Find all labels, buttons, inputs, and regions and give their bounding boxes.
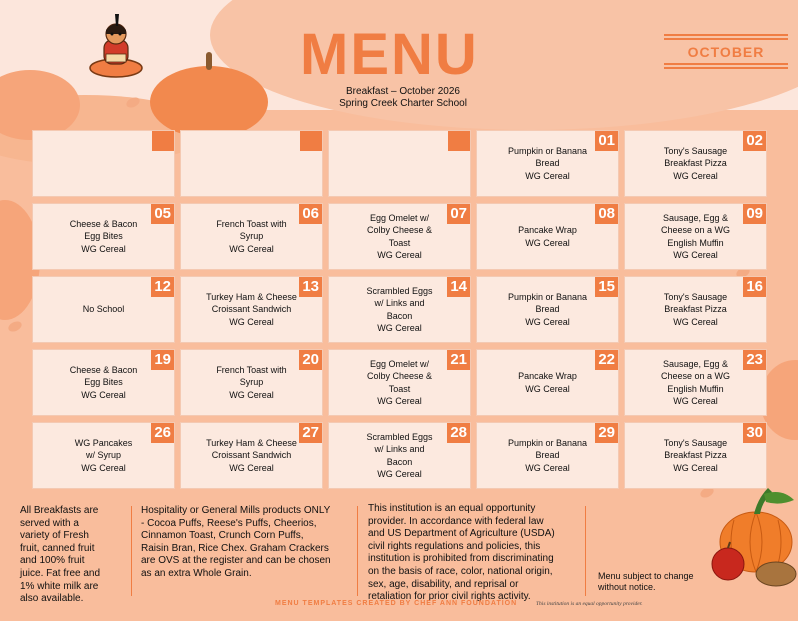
menu-line: Scrambled Eggs <box>366 431 433 442</box>
menu-line: Bread <box>535 158 560 169</box>
day-number: 13 <box>299 277 322 297</box>
footer-products-note <box>141 505 351 581</box>
day-number: 29 <box>595 423 618 443</box>
day-number: 22 <box>595 350 618 370</box>
day-menu <box>483 423 612 488</box>
menu-line: Tony's Sausage <box>663 437 728 448</box>
note-line: civil rights regulations and policies, this <box>368 540 541 552</box>
menu-line: No School <box>82 304 125 315</box>
note-line: Raisin Bran, Rice Chex. Graham Crackers <box>141 542 329 554</box>
menu-line: Toast <box>388 237 411 248</box>
menu-line: w/ Links and <box>374 298 425 308</box>
footer-divider <box>585 506 586 596</box>
menu-line: Pumpkin or Banana <box>507 145 588 156</box>
menu-line: WG Cereal <box>525 170 570 181</box>
mascot-logo <box>86 10 146 80</box>
day-number: 01 <box>595 131 618 151</box>
menu-line: WG Cereal <box>229 462 274 473</box>
menu-line: WG Cereal <box>525 462 570 473</box>
menu-line: Breakfast Pizza <box>664 158 727 169</box>
day-number: 15 <box>595 277 618 297</box>
menu-line: Cheese on a WG <box>660 225 731 235</box>
calendar-cell <box>624 276 767 343</box>
calendar-cell-empty <box>180 130 323 197</box>
menu-line: WG Cereal <box>229 243 274 254</box>
menu-line: Croissant Sandwich <box>211 450 292 461</box>
day-marker <box>448 131 470 151</box>
footer-equal-opportunity <box>368 503 583 604</box>
day-menu <box>39 423 168 488</box>
menu-line: Bacon <box>386 310 413 321</box>
leaf-decor <box>7 319 23 333</box>
menu-line: WG Cereal <box>673 396 718 406</box>
note-line: Hospitality or General Mills products ONLY <box>141 505 331 516</box>
menu-line: WG Cereal <box>673 462 718 473</box>
day-menu <box>631 277 760 342</box>
menu-line: Sausage, Egg & <box>662 358 729 369</box>
calendar-cell <box>328 276 471 343</box>
day-number: 30 <box>743 423 766 443</box>
footer-breakfast-note <box>20 505 120 606</box>
menu-line: Croissant Sandwich <box>211 304 292 315</box>
calendar-cell <box>180 276 323 343</box>
menu-line: Bread <box>535 304 560 315</box>
day-number: 20 <box>299 350 322 370</box>
menu-line: Breakfast Pizza <box>664 304 727 315</box>
day-number: 16 <box>743 277 766 297</box>
calendar-cell <box>328 203 471 270</box>
menu-line: Tony's Sausage <box>663 145 728 156</box>
day-number: 14 <box>447 277 470 297</box>
menu-line: Egg Bites <box>84 231 123 242</box>
subtitle-meal-month: Breakfast – October 2026 <box>346 86 460 97</box>
day-number: 28 <box>447 423 470 443</box>
note-line: retaliation for prior civil rights activity. <box>368 591 531 603</box>
day-number: 23 <box>743 350 766 370</box>
page-title: MENU <box>300 22 479 87</box>
day-menu <box>631 350 760 415</box>
calendar-cell-empty <box>32 130 175 197</box>
menu-line: WG Cereal <box>673 316 718 327</box>
calendar-cell <box>32 349 175 416</box>
note-line: without notice. <box>598 582 656 592</box>
note-line: - Cocoa Puffs, Reese's Puffs, Cheerios, <box>141 517 317 529</box>
footer-credit: MENU TEMPLATES CREATED BY CHEF ANN FOUNDATION <box>275 600 518 607</box>
pumpkin-decor-top <box>150 66 268 138</box>
note-line: fruit, canned fruit <box>20 542 95 554</box>
menu-line: Toast <box>388 383 411 394</box>
menu-line: Sausage, Egg & <box>662 212 729 223</box>
footer-divider <box>357 506 358 596</box>
menu-line: Cheese & Bacon <box>69 364 138 375</box>
note-line: also available. <box>20 593 84 605</box>
menu-line: Egg Omelet w/ <box>369 358 430 369</box>
month-line-top <box>664 34 788 36</box>
note-line: sex, age, disability, and reprisal or <box>368 578 519 590</box>
menu-line: WG Cereal <box>525 316 570 327</box>
day-number: 06 <box>299 204 322 224</box>
note-line: All Breakfasts are <box>20 505 99 516</box>
day-menu <box>335 204 464 269</box>
menu-line: Colby Cheese & <box>366 371 433 381</box>
menu-line: WG Cereal <box>81 462 126 473</box>
note-line: juice. Fat free and <box>20 567 101 579</box>
menu-line: WG Cereal <box>525 237 570 248</box>
day-menu <box>631 204 760 269</box>
menu-line: Bacon <box>386 456 413 467</box>
day-number: 02 <box>743 131 766 151</box>
calendar-cell <box>180 422 323 489</box>
month-line-bottom <box>664 63 788 65</box>
menu-line: WG Cereal <box>377 396 422 406</box>
menu-line: Pancake Wrap <box>518 371 577 381</box>
note-line: institution is prohibited from discriminating <box>368 553 554 565</box>
menu-line: Turkey Ham & Cheese <box>206 291 297 302</box>
day-number: 05 <box>151 204 174 224</box>
menu-line: WG Cereal <box>81 243 126 254</box>
calendar-cell <box>180 349 323 416</box>
menu-line: WG Cereal <box>229 316 274 327</box>
day-menu <box>39 350 168 415</box>
menu-line: Scrambled Eggs <box>366 285 433 296</box>
menu-line: WG Cereal <box>673 170 718 181</box>
calendar-cell <box>180 203 323 270</box>
day-menu <box>483 131 612 196</box>
note-line: Cinnamon Toast, Crunch Corn Puffs, <box>141 530 304 542</box>
day-marker <box>300 131 322 151</box>
menu-line: Egg Omelet w/ <box>369 212 430 223</box>
day-number: 09 <box>743 204 766 224</box>
calendar-cell <box>32 203 175 270</box>
note-line: on the basis of race, color, national origin, <box>368 565 553 577</box>
calendar-cell <box>476 422 619 489</box>
day-menu <box>187 350 316 415</box>
menu-line: French Toast with <box>216 218 287 229</box>
calendar-cell <box>32 276 175 343</box>
menu-line: WG Cereal <box>377 469 422 479</box>
note-line: and 100% fruit <box>20 555 85 567</box>
menu-line: Cheese on a WG <box>660 371 731 381</box>
calendar-cell <box>476 130 619 197</box>
menu-line: WG Pancakes <box>74 437 133 448</box>
month-banner <box>664 30 788 70</box>
calendar-cell <box>328 422 471 489</box>
day-menu <box>187 423 316 488</box>
menu-line: w/ Syrup <box>85 450 121 461</box>
day-menu <box>187 204 316 269</box>
day-menu <box>39 277 168 342</box>
menu-line: Bread <box>535 450 560 461</box>
footer-credit-small: This institution is an equal opportunity provider. <box>536 601 643 607</box>
menu-line: Pumpkin or Banana <box>507 437 588 448</box>
calendar-cell <box>476 203 619 270</box>
day-menu <box>483 350 612 415</box>
menu-line: Pancake Wrap <box>518 225 577 235</box>
calendar-cell <box>476 276 619 343</box>
menu-line: Pumpkin or Banana <box>507 291 588 302</box>
note-line: as an extra Whole Grain. <box>141 567 252 579</box>
day-number: 27 <box>299 423 322 443</box>
menu-line: English Muffin <box>667 237 724 248</box>
pumpkin-stem <box>206 52 212 70</box>
day-menu <box>631 423 760 488</box>
calendar-cell <box>32 422 175 489</box>
day-menu <box>483 277 612 342</box>
day-menu <box>483 204 612 269</box>
menu-line: English Muffin <box>667 383 724 394</box>
note-line: This institution is an equal opportunity <box>368 503 536 514</box>
menu-line: w/ Links and <box>374 444 425 454</box>
day-menu <box>39 204 168 269</box>
note-line: Menu subject to change <box>598 571 694 581</box>
menu-line: WG Cereal <box>377 250 422 260</box>
day-number: 19 <box>151 350 174 370</box>
menu-line: WG Cereal <box>229 389 274 400</box>
day-menu <box>187 277 316 342</box>
produce-illustration <box>704 480 798 590</box>
footer-subject-to-change <box>598 571 708 593</box>
menu-line: Breakfast Pizza <box>664 450 727 461</box>
menu-line: Colby Cheese & <box>366 225 433 235</box>
menu-line: Syrup <box>239 377 264 388</box>
day-marker <box>152 131 174 151</box>
note-line: and US Department of Agriculture (USDA) <box>368 528 555 540</box>
note-line: variety of Fresh <box>20 530 89 542</box>
day-number: 07 <box>447 204 470 224</box>
month-label: OCTOBER <box>687 44 765 60</box>
page-subtitle <box>318 86 488 110</box>
menu-line: WG Cereal <box>673 250 718 260</box>
calendar-cell <box>624 422 767 489</box>
calendar-cell <box>328 349 471 416</box>
menu-line: WG Cereal <box>525 383 570 394</box>
calendar-cell <box>624 349 767 416</box>
calendar-cell <box>624 203 767 270</box>
menu-line: Tony's Sausage <box>663 291 728 302</box>
menu-line: Egg Bites <box>84 377 123 388</box>
note-line: provider. In accordance with federal law <box>368 515 544 527</box>
calendar-cell <box>476 349 619 416</box>
day-number: 12 <box>151 277 174 297</box>
month-line-bottom <box>664 67 788 69</box>
menu-line: Syrup <box>239 231 264 242</box>
day-menu <box>335 423 464 488</box>
day-menu <box>335 277 464 342</box>
menu-line: Cheese & Bacon <box>69 218 138 229</box>
day-menu <box>335 350 464 415</box>
day-menu <box>631 131 760 196</box>
day-number: 21 <box>447 350 470 370</box>
calendar-cell <box>624 130 767 197</box>
calendar-grid <box>28 130 770 490</box>
month-line-top <box>664 38 788 40</box>
note-line: served with a <box>20 517 79 529</box>
menu-line: WG Cereal <box>377 323 422 333</box>
calendar-cell-empty <box>328 130 471 197</box>
menu-line: Turkey Ham & Cheese <box>206 437 297 448</box>
subtitle-school: Spring Creek Charter School <box>339 98 467 109</box>
note-line: are OVS at the register and can be chosen <box>141 555 331 567</box>
day-number: 08 <box>595 204 618 224</box>
menu-line: French Toast with <box>216 364 287 375</box>
footer-divider <box>131 506 132 596</box>
note-line: 1% white milk are <box>20 580 99 592</box>
day-number: 26 <box>151 423 174 443</box>
menu-line: WG Cereal <box>81 389 126 400</box>
